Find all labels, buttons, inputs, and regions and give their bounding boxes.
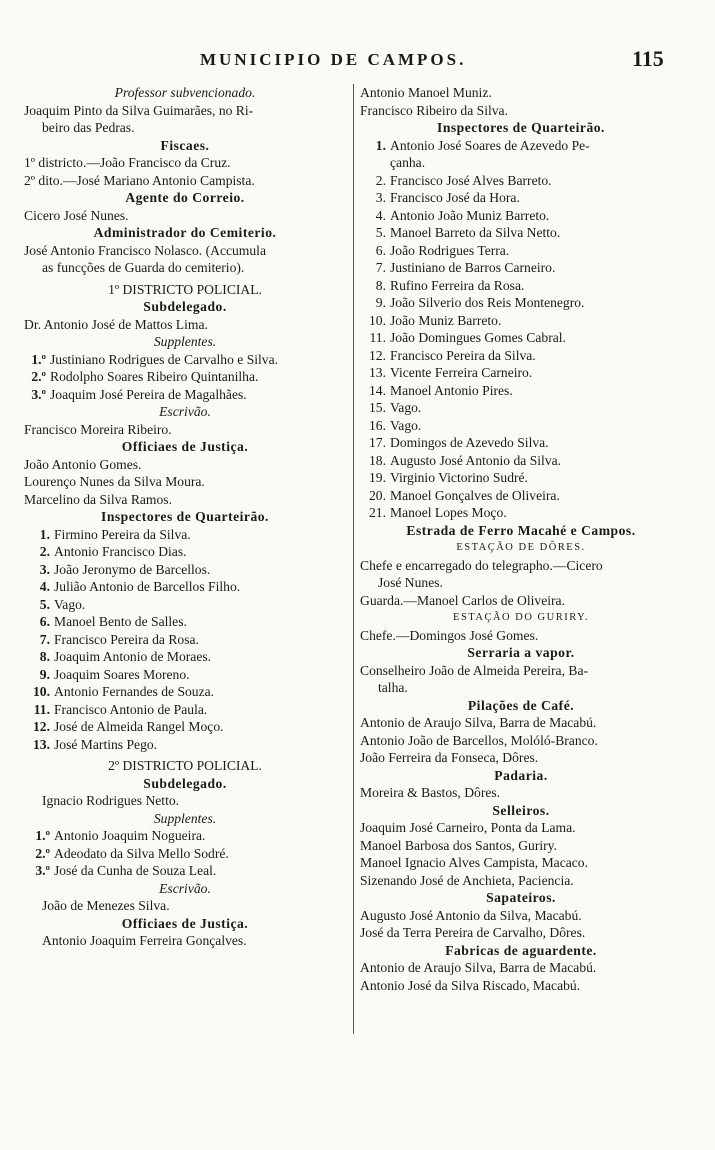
- list-item: José Antonio Francisco Nolasco. (Accumula: [24, 242, 266, 258]
- list-item: 3. Francisco José da Hora.: [375, 190, 520, 205]
- list-item: 3. João Jeronymo de Barcellos.: [39, 561, 211, 577]
- page-header: [0, 40, 715, 70]
- list-item: 2. Antonio Francisco Dias.: [39, 544, 187, 559]
- list-item: João de Menezes Silva.: [42, 898, 170, 913]
- list-item: Chefe.—Domingos José Gomes.: [360, 627, 539, 643]
- section-heading: Pilações de Café.: [467, 697, 575, 713]
- professor-line: beiro das Pedras.: [42, 120, 135, 135]
- list-item: Francisco Moreira Ribeiro.: [24, 421, 172, 437]
- list-item: 2.º Rodolpho Soares Ribeiro Quintanilha.: [31, 369, 259, 384]
- section-heading: Agente do Correio.: [125, 190, 245, 205]
- list-item: 2º dito.—José Mariano Antonio Campista.: [24, 172, 255, 188]
- list-item: 19. Virginio Victorino Sudré.: [369, 470, 528, 485]
- list-item: Manoel Barbosa dos Santos, Guriry.: [360, 837, 557, 853]
- section-heading: Fabricas de aguardente.: [445, 942, 597, 958]
- section-heading: Supplentes.: [153, 810, 217, 826]
- section-heading: Administrador do Cemiterio.: [93, 225, 277, 240]
- list-item: Cicero José Nunes.: [24, 207, 129, 223]
- list-item: 1. Firmino Pereira da Silva.: [39, 526, 191, 542]
- list-item: Ignacio Rodrigues Netto.: [42, 793, 180, 808]
- list-item: Joaquim José Carneiro, Ponta da Lama.: [360, 820, 576, 835]
- list-item: 18. Augusto José Antonio da Silva.: [369, 452, 562, 468]
- list-item: 8. Rufino Ferreira da Rosa.: [375, 277, 525, 293]
- section-heading: Padaria.: [494, 767, 548, 783]
- column-divider: [353, 84, 354, 1034]
- list-item: José Nunes.: [378, 575, 443, 590]
- list-item: 2. Francisco José Alves Barreto.: [375, 172, 552, 188]
- section-heading: Inspectores de Quarteirão.: [101, 509, 269, 524]
- list-item: 8. Joaquim Antonio de Moraes.: [39, 649, 212, 664]
- list-item: 1.º Antonio Joaquim Nogueira.: [35, 828, 206, 843]
- list-item: 14. Manoel Antonio Pires.: [369, 382, 513, 398]
- district-heading: 2º DISTRICTO POLICIAL.: [108, 758, 262, 773]
- page-title: MUNICIPIO DE CAMPOS.: [200, 50, 467, 69]
- professor-heading: Professor subvencionado.: [114, 85, 256, 100]
- list-item: Dr. Antonio José de Mattos Lima.: [24, 316, 208, 332]
- list-item: Antonio Joaquim Ferreira Gonçalves.: [42, 933, 247, 948]
- list-item: 5. Manoel Barreto da Silva Netto.: [375, 225, 561, 240]
- section-heading: Inspectores de Quarteirão.: [437, 120, 605, 135]
- list-item: João Ferreira da Fonseca, Dôres.: [360, 750, 539, 765]
- list-item: 3.º José da Cunha de Souza Leal.: [35, 863, 217, 878]
- list-item: Sizenando José de Anchieta, Paciencia.: [360, 872, 574, 888]
- list-item: 7. Francisco Pereira da Rosa.: [39, 631, 199, 647]
- list-item: Antonio de Araujo Silva, Barra de Macabú.: [360, 715, 597, 730]
- list-item: José da Terra Pereira de Carvalho, Dôres.: [360, 925, 586, 940]
- list-item: as funcções de Guarda do cemiterio).: [42, 260, 245, 275]
- list-item: 1. Antonio José Soares de Azevedo Pe-: [375, 137, 590, 153]
- list-item: João Antonio Gomes.: [24, 456, 142, 472]
- section-heading: Escrivão.: [159, 404, 211, 419]
- list-item: 12. José de Almeida Rangel Moço.: [33, 719, 224, 734]
- left-column: [24, 84, 346, 950]
- list-item: 10. Antonio Fernandes de Souza.: [33, 684, 215, 699]
- list-item: 7. Justiniano de Barros Carneiro.: [375, 260, 556, 275]
- list-item: 4. Julião Antonio de Barcellos Filho.: [39, 579, 241, 594]
- list-item: 1º districto.—João Francisco da Cruz.: [24, 155, 231, 170]
- list-item: Guarda.—Manoel Carlos de Oliveira.: [360, 592, 565, 608]
- section-heading: Fiscaes.: [160, 137, 210, 153]
- right-column: [360, 84, 682, 994]
- list-item: Manoel Ignacio Alves Campista, Macaco.: [360, 855, 589, 870]
- list-item: çanha.: [390, 155, 426, 170]
- list-item: 15. Vago.: [369, 400, 422, 415]
- list-item: 4. Antonio João Muniz Barreto.: [375, 207, 550, 223]
- section-heading: Serraria a vapor.: [467, 645, 575, 660]
- sub-heading: ESTAÇÃO DO GURIRY.: [453, 612, 589, 623]
- list-item: Marcelino da Silva Ramos.: [24, 491, 172, 507]
- list-item: 12. Francisco Pereira da Silva.: [369, 347, 536, 363]
- list-item: Antonio de Araujo Silva, Barra de Macabú.: [360, 960, 597, 975]
- list-item: 10. João Muniz Barreto.: [369, 312, 502, 328]
- list-item: 9. João Silverio dos Reis Montenegro.: [375, 295, 585, 310]
- section-heading: Sapateiros.: [486, 890, 556, 905]
- list-item: 20. Manoel Gonçalves de Oliveira.: [369, 487, 560, 503]
- sub-heading: ESTAÇÃO DE DÔRES.: [456, 542, 586, 553]
- list-item: 21. Manoel Lopes Moço.: [369, 505, 507, 520]
- list-item: Antonio João de Barcellos, Molóló-Branco.: [360, 732, 598, 748]
- list-item: Francisco Ribeiro da Silva.: [360, 102, 508, 118]
- section-heading: Supplentes.: [153, 334, 217, 349]
- section-heading: Officiaes de Justiça.: [121, 915, 249, 931]
- page-number: 115: [632, 46, 664, 71]
- section-heading: Subdelegado.: [143, 775, 227, 791]
- list-item: Conselheiro João de Almeida Pereira, Ba-: [360, 662, 589, 678]
- list-item: Chefe e encarregado do telegrapho.—Cicero: [360, 557, 603, 573]
- section-heading: Officiaes de Justiça.: [121, 439, 249, 454]
- list-item: Antonio José da Silva Riscado, Macabú.: [360, 977, 581, 993]
- section-heading: Selleiros.: [492, 802, 550, 818]
- list-item: 17. Domingos de Azevedo Silva.: [369, 435, 549, 450]
- list-item: 11. Francisco Antonio de Paula.: [33, 701, 208, 717]
- list-item: 2.º Adeodato da Silva Mello Sodré.: [35, 845, 229, 861]
- list-item: 1.º Justiniano Rodrigues de Carvalho e Silva.: [31, 351, 279, 367]
- section-heading: Estrada de Ferro Macahé e Campos.: [406, 522, 636, 538]
- list-item: 5. Vago.: [39, 596, 86, 612]
- list-item: Antonio Manoel Muniz.: [360, 85, 492, 100]
- list-item: 3.º Joaquim José Pereira de Magalhães.: [31, 386, 247, 402]
- list-item: Augusto José Antonio da Silva, Macabú.: [360, 907, 582, 923]
- list-item: talha.: [378, 680, 408, 695]
- list-item: Lourenço Nunes da Silva Moura.: [24, 474, 205, 489]
- section-heading: Escrivão.: [159, 880, 211, 896]
- list-item: Moreira & Bastos, Dôres.: [360, 785, 501, 800]
- district-heading: 1º DISTRICTO POLICIAL.: [108, 281, 262, 297]
- list-item: 13. Vicente Ferreira Carneiro.: [369, 365, 533, 380]
- section-heading: Subdelegado.: [143, 299, 227, 314]
- list-item: 16. Vago.: [369, 417, 422, 433]
- list-item: 6. João Rodrigues Terra.: [375, 242, 510, 258]
- list-item: 9. Joaquim Soares Moreno.: [39, 666, 190, 682]
- professor-line: Joaquim Pinto da Silva Guimarães, no Ri-: [24, 102, 254, 118]
- list-item: 6. Manoel Bento de Salles.: [39, 614, 187, 629]
- list-item: 13. José Martins Pego.: [33, 736, 158, 752]
- list-item: 11. João Domingues Gomes Cabral.: [369, 330, 566, 345]
